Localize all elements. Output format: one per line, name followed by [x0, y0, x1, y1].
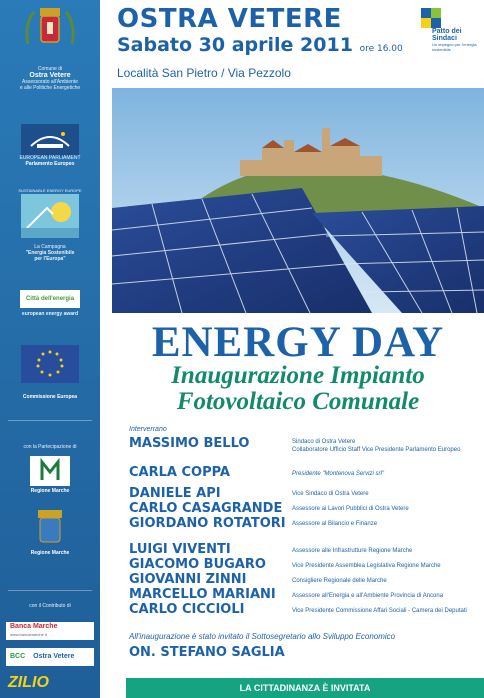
european-parliament-logo-icon: [21, 124, 79, 156]
assessorato-line1: Assessorato all'Ambiente: [22, 79, 78, 85]
speaker-name: GIOVANNI ZINNI: [129, 572, 247, 587]
speaker-name: GIORDANO ROTATORI: [129, 516, 286, 531]
bcc-place: Ostra Vetere: [33, 653, 75, 660]
speaker-role: Vice Sindaco di Ostra Vetere: [292, 491, 369, 497]
sidebar-divider: [8, 420, 92, 421]
contributo-label: con il Contributo di: [29, 603, 71, 609]
speaker-name: CARLO CICCIOLI: [129, 602, 245, 617]
patto-subtitle: Un impegno per l'energia sostenibile: [432, 42, 477, 52]
campagna-line1: La Campagna: [34, 244, 66, 250]
invito-text: All'inaugurazione è stato invitato il Sottosegretario allo Sviluppo Economico: [129, 632, 396, 641]
campagna-line3: per l'Europa": [34, 256, 66, 262]
regione-crest-icon: [30, 510, 70, 546]
banca-marche-name: Banca Marche: [10, 623, 58, 630]
partecipazione-label: con la Partecipazione di: [23, 444, 77, 450]
event-date: [117, 34, 403, 56]
patto-name: [432, 28, 462, 42]
solar-panels-photo: [112, 88, 484, 313]
speaker-name: CARLA COPPA: [129, 465, 230, 480]
citta-energia-logo: Città dell'energia: [20, 290, 80, 308]
guest-name: ON. STEFANO SAGLIA: [129, 645, 285, 660]
speaker-role-2: Collaboratore Ufficio Staff Vice Presidente Parlamento Europeo: [292, 447, 461, 453]
speaker-role: Presidente "Montenova Servizi srl": [292, 471, 384, 477]
speaker-role: Assessore ai Lavori Pubblici di Ostra Vetere: [292, 506, 409, 512]
speaker-role: Consigliere Regionale delle Marche: [292, 578, 387, 584]
event-date-text: Sabato 30 aprile 2011: [117, 34, 353, 56]
patto-name-line1: Patto dei: [432, 28, 462, 35]
speaker-name: CARLO CASAGRANDE: [129, 501, 283, 516]
campagna-line2: "Energia Sostenibile: [25, 250, 75, 256]
speaker-role: Sindaco di Ostra Vetere: [292, 439, 356, 445]
sidebar: [0, 0, 100, 698]
event-subtitle-2: Fotovoltaico Comunale: [176, 388, 420, 415]
sponsor-zilio: ZILIO: [8, 674, 49, 691]
speaker-name: DANIELE API: [129, 486, 221, 501]
ep-caption: EUROPEAN PARLIAMENT: [19, 155, 81, 161]
speaker-role: Vice Presidente Commissione Affari Sociali - Camera dei Deputati: [292, 608, 467, 614]
sponsor-banca-marche: [6, 622, 94, 640]
citta-award: european energy award: [21, 311, 79, 317]
regione-label-1: Regione Marche: [30, 488, 70, 494]
speaker-role: Vice Presidente Assemblea Legislativa Regione Marche: [292, 563, 441, 569]
speaker-role: Assessore all'Energia e all'Ambiente Provincia di Ancona: [292, 593, 444, 599]
regione-label-2: Regione Marche: [30, 550, 70, 556]
event-time: ore 16.00: [359, 44, 403, 54]
ep-label: Parlamento Europeo: [25, 161, 75, 167]
eu-flag-icon: [21, 345, 79, 383]
speaker-name: MARCELLO MARIANI: [129, 587, 276, 602]
event-place: Località San Pietro / Via Pezzolo: [117, 66, 291, 80]
speaker-name: GIACOMO BUGARO: [129, 557, 266, 572]
banca-marche-url: www.bancamarche.it: [10, 632, 47, 637]
speaker-role: Assessore al Bilancio e Finanze: [292, 521, 378, 527]
event-title: ENERGY DAY: [151, 319, 445, 366]
comune-crest-icon: [20, 4, 80, 62]
speaker-name: LUIGI VIVENTI: [129, 542, 231, 557]
speaker-name: MASSIMO BELLO: [129, 436, 250, 451]
campagna-small: SUSTAINABLE ENERGY EUROPE: [18, 188, 82, 193]
speakers-intro: Interverrano: [129, 426, 167, 433]
sponsor-bcc: [6, 648, 94, 666]
campagna-logo-icon: [21, 194, 79, 238]
comune-crest-block: [0, 4, 100, 67]
speaker-role: Assessore alle Infrastrutture Regione Marche: [292, 548, 413, 554]
assessorato-line2: e alle Politiche Energetiche: [19, 85, 81, 91]
comune-name: Ostra Vetere: [29, 72, 71, 79]
regione-marche-logo-icon: [30, 456, 70, 486]
event-subtitle-1: Inaugurazione Impianto: [171, 362, 425, 389]
patto-name-line2: Sindaci: [432, 35, 457, 42]
sidebar-divider: [8, 590, 92, 591]
bcc-name: BCC: [10, 653, 26, 660]
comune-label: Comune di: [37, 66, 63, 72]
commissione-label: Commissione Europea: [22, 394, 78, 400]
invitation-banner: LA CITTADINANZA È INVITATA: [126, 678, 484, 698]
town-title: OSTRA VETERE: [117, 4, 342, 34]
